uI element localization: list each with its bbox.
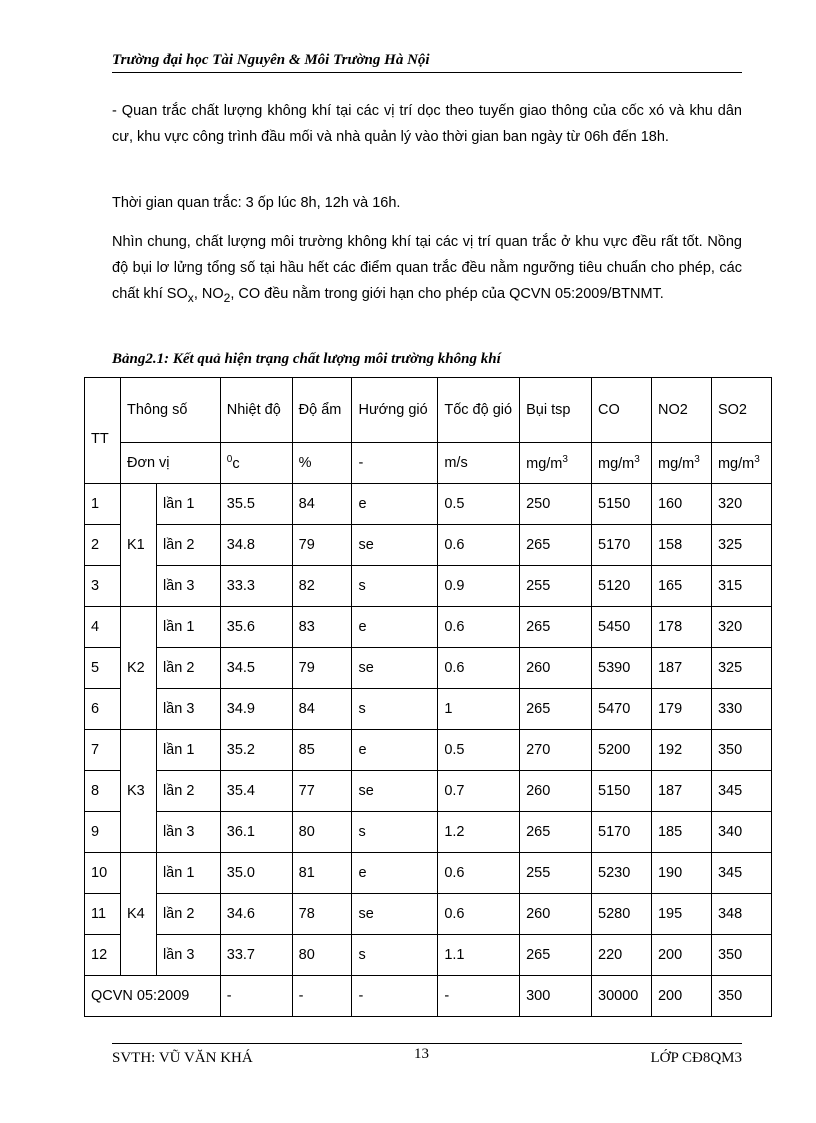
table-caption: Bảng2.1: Kết quả hiện trạng chất lượng môi trường không khí [112, 351, 501, 367]
cell-humidity: 84 [292, 689, 352, 730]
cell-so2: 348 [711, 894, 771, 935]
cell-co: 5120 [592, 566, 652, 607]
cell-site: K4 [120, 853, 156, 976]
cell-no2: 158 [651, 525, 711, 566]
cell-co: 5470 [592, 689, 652, 730]
footer-page-number: 13 [414, 1046, 429, 1062]
standard-so2: 350 [711, 976, 771, 1017]
cell-tsp: 260 [520, 894, 592, 935]
cell-no2: 187 [651, 648, 711, 689]
cell-temperature: 34.5 [220, 648, 292, 689]
cell-temperature: 33.7 [220, 935, 292, 976]
table-units-row [85, 443, 772, 484]
cell-temperature: 35.4 [220, 771, 292, 812]
cell-no2: 200 [651, 935, 711, 976]
table-row [85, 484, 772, 525]
cell-measurement: lần 1 [156, 730, 220, 771]
cell-measurement: lần 2 [156, 771, 220, 812]
footer-student: SVTH: VŨ VĂN KHÁ [112, 1050, 253, 1066]
cell-so2: 325 [711, 525, 771, 566]
cell-wind-speed: 0.5 [438, 484, 520, 525]
cell-tt: 1 [85, 484, 121, 525]
cell-temperature: 33.3 [220, 566, 292, 607]
cell-humidity: 80 [292, 812, 352, 853]
cell-wind-direction: se [352, 648, 438, 689]
air-quality-table [84, 377, 772, 1017]
cell-measurement: lần 1 [156, 484, 220, 525]
header-wind-speed: Tốc độ gió [438, 378, 520, 443]
table-header-row [85, 378, 772, 443]
conclusion-text-a: Nhìn chung, chất lượng môi trường không khí tại các vị trí quan trắc ở khu vực đều rất tốt. Nồng độ bụi lơ lửng tổng số tại hầu hết các điểm quan trắc đều nằm ngưỡng tiêu chuẩn cho phép, các chất khí SO [112, 234, 742, 302]
sox-subscript: x [187, 290, 194, 305]
header-co: CO [592, 378, 652, 443]
header-thong-so: Thông số [120, 378, 220, 443]
cell-tt: 4 [85, 607, 121, 648]
cell-humidity: 81 [292, 853, 352, 894]
cell-measurement: lần 3 [156, 689, 220, 730]
cell-tt: 11 [85, 894, 121, 935]
cell-co: 5450 [592, 607, 652, 648]
cell-so2: 350 [711, 730, 771, 771]
units-label: Đơn vị [120, 443, 220, 484]
cell-wind-speed: 0.6 [438, 607, 520, 648]
standard-wind-speed: - [438, 976, 520, 1017]
paragraph-monitoring-locations: - Quan trắc chất lượng không khí tại các vị trí dọc theo tuyến giao thông của cốc xó và khu dân cư, khu vực công trình đầu mối và nhà quản lý vào thời gian ban ngày từ 06h đến 18h. [112, 103, 742, 145]
cell-no2: 179 [651, 689, 711, 730]
cell-temperature: 34.6 [220, 894, 292, 935]
header-temperature: Nhiệt độ [220, 378, 292, 443]
cell-co: 5170 [592, 525, 652, 566]
cell-measurement: lần 3 [156, 935, 220, 976]
unit-cube: 3 [634, 454, 640, 466]
page-footer [112, 1043, 742, 1068]
table-row [85, 894, 772, 935]
paragraph-monitoring-time: Thời gian quan trắc: 3 ốp lúc 8h, 12h và 16h. [112, 195, 401, 211]
header-tt: TT [85, 378, 121, 484]
cell-humidity: 85 [292, 730, 352, 771]
cell-wind-direction: s [352, 689, 438, 730]
unit-temperature [220, 443, 292, 484]
unit-cube: 3 [562, 454, 568, 466]
unit-cube: 3 [754, 454, 760, 466]
cell-temperature: 34.9 [220, 689, 292, 730]
cell-tt: 9 [85, 812, 121, 853]
unit-mg: mg/m [598, 455, 635, 472]
cell-co: 5280 [592, 894, 652, 935]
unit-temp-sup: 0 [226, 454, 233, 466]
cell-humidity: 80 [292, 935, 352, 976]
standard-tsp: 300 [520, 976, 592, 1017]
table-row [85, 853, 772, 894]
unit-humidity: % [292, 443, 352, 484]
cell-tt: 8 [85, 771, 121, 812]
cell-humidity: 82 [292, 566, 352, 607]
cell-tsp: 265 [520, 689, 592, 730]
table-row [85, 566, 772, 607]
page-header: Trường đại học Tài Nguyên & Môi Trường Hà Nội [112, 52, 742, 73]
paragraph-conclusion [112, 229, 742, 311]
unit-temp-base: c [232, 455, 240, 472]
cell-site: K2 [120, 607, 156, 730]
cell-site: K1 [120, 484, 156, 607]
standard-temp: - [220, 976, 292, 1017]
cell-so2: 340 [711, 812, 771, 853]
cell-co: 5150 [592, 771, 652, 812]
cell-temperature: 34.8 [220, 525, 292, 566]
cell-tsp: 265 [520, 935, 592, 976]
cell-tsp: 250 [520, 484, 592, 525]
cell-wind-direction: s [352, 812, 438, 853]
cell-so2: 320 [711, 484, 771, 525]
cell-temperature: 36.1 [220, 812, 292, 853]
cell-tsp: 265 [520, 607, 592, 648]
header-no2: NO2 [651, 378, 711, 443]
cell-wind-direction: s [352, 935, 438, 976]
cell-wind-direction: e [352, 730, 438, 771]
cell-tt: 7 [85, 730, 121, 771]
unit-mg: mg/m [657, 455, 695, 472]
cell-humidity: 79 [292, 525, 352, 566]
cell-tt: 6 [85, 689, 121, 730]
cell-tsp: 265 [520, 525, 592, 566]
cell-co: 5390 [592, 648, 652, 689]
unit-dust [520, 443, 592, 484]
cell-measurement: lần 2 [156, 648, 220, 689]
table-row [85, 648, 772, 689]
cell-tt: 10 [85, 853, 121, 894]
cell-co: 5150 [592, 484, 652, 525]
cell-measurement: lần 3 [156, 812, 220, 853]
cell-humidity: 83 [292, 607, 352, 648]
header-dust-tsp: Bụi tsp [520, 378, 592, 443]
cell-measurement: lần 1 [156, 853, 220, 894]
cell-tt: 5 [85, 648, 121, 689]
cell-humidity: 77 [292, 771, 352, 812]
footer-class: LỚP CĐ8QM3 [650, 1050, 742, 1066]
cell-so2: 345 [711, 771, 771, 812]
table-row [85, 730, 772, 771]
cell-wind-direction: e [352, 853, 438, 894]
conclusion-text-b: , NO [193, 286, 224, 302]
cell-tsp: 255 [520, 566, 592, 607]
cell-wind-direction: se [352, 525, 438, 566]
cell-no2: 187 [651, 771, 711, 812]
cell-wind-direction: s [352, 566, 438, 607]
cell-wind-speed: 0.7 [438, 771, 520, 812]
cell-humidity: 78 [292, 894, 352, 935]
cell-co: 5170 [592, 812, 652, 853]
table-row [85, 812, 772, 853]
cell-temperature: 35.0 [220, 853, 292, 894]
cell-so2: 320 [711, 607, 771, 648]
cell-no2: 185 [651, 812, 711, 853]
cell-no2: 165 [651, 566, 711, 607]
unit-co [592, 443, 652, 484]
standard-row [85, 976, 772, 1017]
cell-no2: 192 [651, 730, 711, 771]
cell-tsp: 255 [520, 853, 592, 894]
unit-mg: mg/m [526, 455, 563, 472]
cell-no2: 190 [651, 853, 711, 894]
table-row [85, 525, 772, 566]
cell-temperature: 35.2 [220, 730, 292, 771]
cell-no2: 195 [651, 894, 711, 935]
cell-measurement: lần 1 [156, 607, 220, 648]
cell-wind-direction: se [352, 894, 438, 935]
unit-mg: mg/m [717, 455, 755, 472]
standard-co: 30000 [592, 976, 652, 1017]
cell-wind-speed: 1 [438, 689, 520, 730]
cell-so2: 350 [711, 935, 771, 976]
cell-so2: 325 [711, 648, 771, 689]
cell-wind-speed: 1.2 [438, 812, 520, 853]
cell-no2: 178 [651, 607, 711, 648]
header-so2: SO2 [711, 378, 771, 443]
unit-no2 [651, 443, 711, 484]
cell-so2: 315 [711, 566, 771, 607]
cell-co: 5230 [592, 853, 652, 894]
unit-wind-direction: - [352, 443, 438, 484]
unit-so2 [711, 443, 771, 484]
cell-tt: 3 [85, 566, 121, 607]
cell-temperature: 35.5 [220, 484, 292, 525]
header-humidity: Độ ẩm [292, 378, 352, 443]
cell-tsp: 265 [520, 812, 592, 853]
no2-subscript: 2 [223, 290, 231, 305]
cell-measurement: lần 2 [156, 525, 220, 566]
cell-wind-speed: 1.1 [438, 935, 520, 976]
cell-co: 220 [592, 935, 652, 976]
header-wind-direction: Hướng gió [352, 378, 438, 443]
cell-wind-direction: e [352, 484, 438, 525]
cell-humidity: 79 [292, 648, 352, 689]
cell-wind-speed: 0.6 [438, 648, 520, 689]
conclusion-text-c: , CO đều nằm trong giới hạn cho phép của QCVN 05:2009/BTNMT. [230, 286, 664, 302]
standard-humidity: - [292, 976, 352, 1017]
cell-tsp: 260 [520, 648, 592, 689]
unit-cube: 3 [694, 454, 700, 466]
table-row [85, 935, 772, 976]
cell-wind-direction: e [352, 607, 438, 648]
standard-wind-direction: - [352, 976, 438, 1017]
cell-wind-speed: 0.6 [438, 853, 520, 894]
cell-measurement: lần 3 [156, 566, 220, 607]
cell-site: K3 [120, 730, 156, 853]
cell-wind-speed: 0.6 [438, 894, 520, 935]
cell-temperature: 35.6 [220, 607, 292, 648]
unit-wind-speed: m/s [438, 443, 520, 484]
table-row [85, 689, 772, 730]
cell-tt: 12 [85, 935, 121, 976]
cell-tsp: 260 [520, 771, 592, 812]
cell-so2: 330 [711, 689, 771, 730]
standard-label: QCVN 05:2009 [85, 976, 221, 1017]
cell-no2: 160 [651, 484, 711, 525]
cell-tsp: 270 [520, 730, 592, 771]
cell-so2: 345 [711, 853, 771, 894]
cell-co: 5200 [592, 730, 652, 771]
cell-wind-speed: 0.5 [438, 730, 520, 771]
table-row [85, 771, 772, 812]
standard-no2: 200 [651, 976, 711, 1017]
cell-measurement: lần 2 [156, 894, 220, 935]
cell-wind-direction: se [352, 771, 438, 812]
cell-wind-speed: 0.6 [438, 525, 520, 566]
cell-tt: 2 [85, 525, 121, 566]
table-row [85, 607, 772, 648]
cell-humidity: 84 [292, 484, 352, 525]
cell-wind-speed: 0.9 [438, 566, 520, 607]
